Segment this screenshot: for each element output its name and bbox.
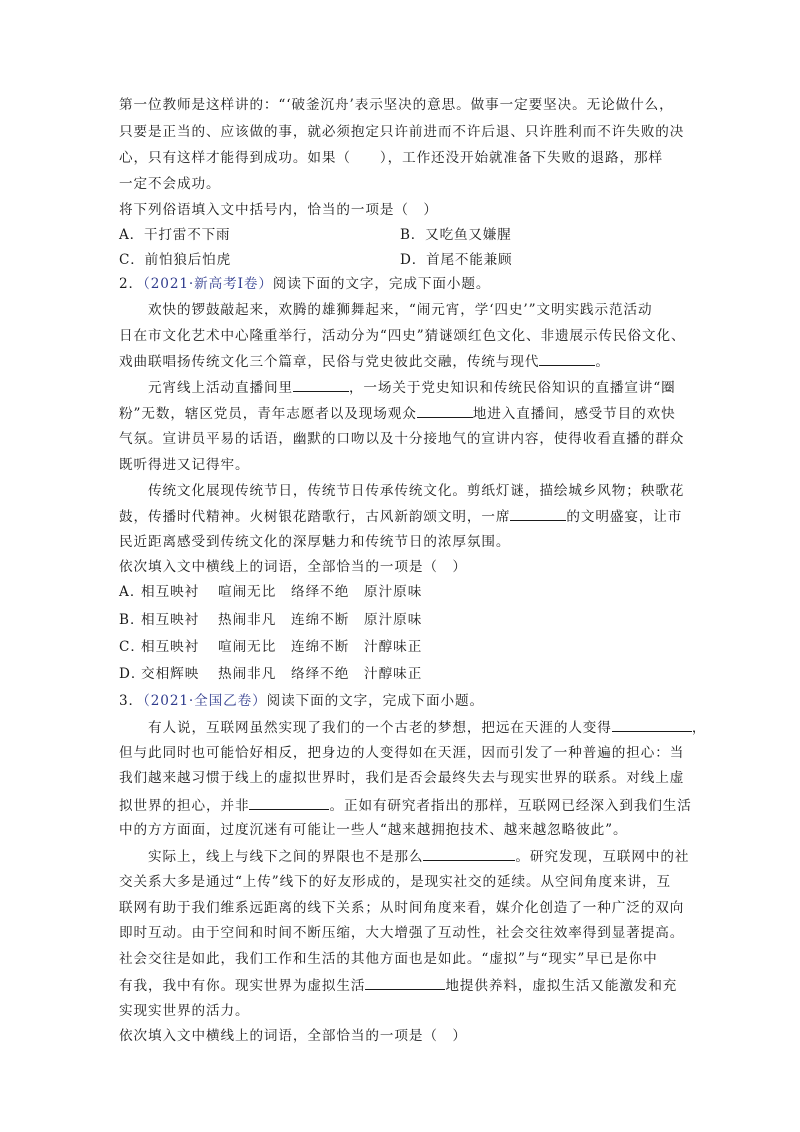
q3-p1-text: 。正如有研究者指出的那样，互联网已经深入到我们生活: [329, 798, 692, 814]
q2-p2-line: [148, 378, 676, 397]
fill-blank: [417, 404, 473, 418]
q2-p2-text: 元宵线上活动直播间里: [148, 380, 293, 396]
q1-option-c[interactable]: C．前怕狼后怕虎: [119, 252, 231, 268]
q3-prompt: 依次填入文中横线上的词语，全部恰当的一项是（ ）: [119, 1028, 467, 1044]
q3-p2-line: 社会交往是如此，我们工作和生活的其他方面也是如此。“虚拟”与“现实”早已是你中: [119, 951, 658, 967]
q3-p2-text: 地提供养料，虚拟生活又能激发和充: [445, 978, 678, 994]
q2-p1-line: 欢快的锣鼓敲起来，欢腾的雄狮舞起来，“闹元宵，学‘四史’”文明实践示范活动: [148, 302, 653, 318]
q2-p1-text: 戏曲联唱扬传统文化三个篇章，民俗与党史彼此交融，传统与现代: [119, 354, 540, 370]
option-word: 热闹非凡: [218, 612, 277, 628]
fill-blank: [365, 976, 445, 990]
q3-p1-text: ，: [691, 720, 707, 736]
q3-intro: 阅读下面的文字，完成下面小题。: [266, 693, 485, 709]
q2-p2-line: [119, 404, 676, 423]
option-word: 原汁原味: [364, 584, 423, 600]
q3-p1-line: [119, 796, 692, 815]
option-word: 络绎不绝: [291, 584, 350, 600]
q3-p2-line: 交关系大多是通过“上传”线下的好友形成的，是现实社交的延续。从空间角度来讲，互: [119, 874, 671, 890]
q2-p3-line: 传统文化展现传统节日，传统节日传承传统文化。剪纸灯谜，描绘城乡风物；秧歌花: [148, 483, 685, 499]
q3-p1-line: 中的方方面面，过度沉迷有可能让一些人“越来越拥抱技术、越来越忽略彼此”。: [119, 822, 628, 838]
q2-p3-text: 的文明盛宴，让市: [566, 509, 683, 525]
q2-p3-line: [119, 507, 682, 526]
option-word: 原汁原味: [364, 612, 423, 628]
q3-number: 3．: [119, 693, 144, 709]
q3-p2-line: [148, 847, 689, 866]
q3-p1-text: 拟世界的担心，并非: [119, 798, 250, 814]
q3-p2-line: 联网有助于我们维系远距离的线下关系；从时间角度来看，媒介化创造了一种广泛的双向: [119, 900, 685, 916]
q3-p1-line: 我们越来越习惯于线上的虚拟世界时，我们是否会最终失去与现实世界的联系。对线上虚: [119, 770, 685, 786]
q2-p2-text: 地进入直播间，感受节目的欢快: [472, 406, 676, 422]
option-word: 喧闹无比: [218, 639, 277, 655]
q2-p1-line: [119, 352, 610, 371]
option-word: 连绵不断: [291, 612, 350, 628]
q3-p2-text: 。研究发现，互联网中的社: [515, 849, 690, 865]
fill-blank: [293, 378, 349, 392]
q2-p3-line: 民近距离感受到传统文化的深厚魅力和传统节日的浓厚氛围。: [119, 534, 511, 550]
fill-blank: [249, 796, 329, 810]
q1-option-b[interactable]: B．又吃鱼又嫌腥: [400, 227, 512, 243]
q1-text-line: 心，只有这样才能得到成功。如果（ ），工作还没开始就准备下失败的退路，那样: [119, 150, 663, 166]
option-word: 交相辉映: [141, 666, 200, 682]
q3-p1-text: 有人说，互联网虽然实现了我们的一个古老的梦想，把远在天涯的人变得: [148, 720, 612, 736]
q3-p1-line: 但与此同时也可能恰好相反，把身边的人变得如在天涯，因而引发了一种普遍的担心：当: [119, 745, 685, 761]
fill-blank: [510, 507, 566, 521]
option-word: 热闹非凡: [218, 666, 277, 682]
q2-p3-text: 鼓，传播时代精神。火树银花踏歌行，古风新韵颂文明，一席: [119, 509, 511, 525]
fill-blank: [539, 352, 595, 366]
option-word: 络绎不绝: [291, 666, 350, 682]
q1-prompt: 将下列俗语填入文中括号内，恰当的一项是（ ）: [119, 202, 438, 218]
q1-text-line: 第一位教师是这样讲的：“‘破釜沉舟’表示坚决的意思。做事一定要坚决。无论做什么，: [119, 97, 674, 113]
option-label: B．: [119, 612, 145, 628]
option-label: A．: [119, 584, 145, 600]
q2-prompt: 依次填入文中横线上的词语，全部恰当的一项是（ ）: [119, 559, 467, 575]
q3-p2-line: 实现实世界的活力。: [119, 1003, 250, 1019]
option-word: 相互映衬: [141, 639, 200, 655]
q1-text-line: 只要是正当的、应该做的事，就必须抱定只许前进而不许后退、只许胜利而不许失败的决: [119, 124, 685, 140]
option-word: 喧闹无比: [218, 584, 277, 600]
q3-p2-text: 实际上，线上与线下之间的界限也不是那么: [148, 849, 424, 865]
fill-blank: [423, 847, 515, 861]
q1-option-d[interactable]: D．首尾不能兼顾: [400, 252, 513, 268]
q3-header: [119, 692, 484, 710]
option-word: 汁醇味正: [364, 666, 423, 682]
option-word: 连绵不断: [291, 639, 350, 655]
q2-intro: 阅读下面的文字，完成下面小题。: [272, 276, 491, 292]
q1-text-line: 一定不会成功。: [119, 176, 221, 192]
option-word: 相互映衬: [141, 612, 200, 628]
option-label: C．: [119, 639, 145, 655]
option-word: 相互映衬: [141, 584, 200, 600]
q2-p1-text: 。: [595, 354, 610, 370]
q3-p2-line: 即时互动。由于空间和时间不断压缩，大大增强了互动性，社会交往效率得到显著提高。: [119, 925, 685, 941]
option-word: 汁醇味正: [364, 639, 423, 655]
q2-p2-line: 既听得进又记得牢。: [119, 457, 250, 473]
q3-source-link[interactable]: （2021·全国乙卷）: [143, 693, 267, 709]
q3-p1-line: [148, 718, 706, 737]
q3-p2-line: [119, 976, 677, 995]
q2-p2-text: 粉”无数，辖区党员，青年志愿者以及现场观众: [119, 406, 417, 422]
q2-source-link[interactable]: （2021·新高考Ⅰ卷）: [143, 276, 273, 292]
q2-p2-text: ，一场关于党史知识和传统民俗知识的直播宣讲“圈: [348, 380, 676, 396]
q2-p1-line: 日在市文化艺术中心隆重举行，活动分为“四史”猜谜颂红色文化、非遗展示传民俗文化、: [119, 328, 686, 344]
q2-header: [119, 275, 490, 293]
q2-number: 2．: [119, 276, 144, 292]
q1-option-a[interactable]: A．干打雷不下雨: [119, 227, 231, 243]
option-label: D．: [119, 666, 146, 682]
q2-p2-line: 气氛。宣讲员平易的话语，幽默的口吻以及十分接地气的宣讲内容，使得收看直播的群众: [119, 431, 685, 447]
q3-p2-text: 有我，我中有你。现实世界为虚拟生活: [119, 978, 366, 994]
fill-blank: [612, 718, 692, 732]
